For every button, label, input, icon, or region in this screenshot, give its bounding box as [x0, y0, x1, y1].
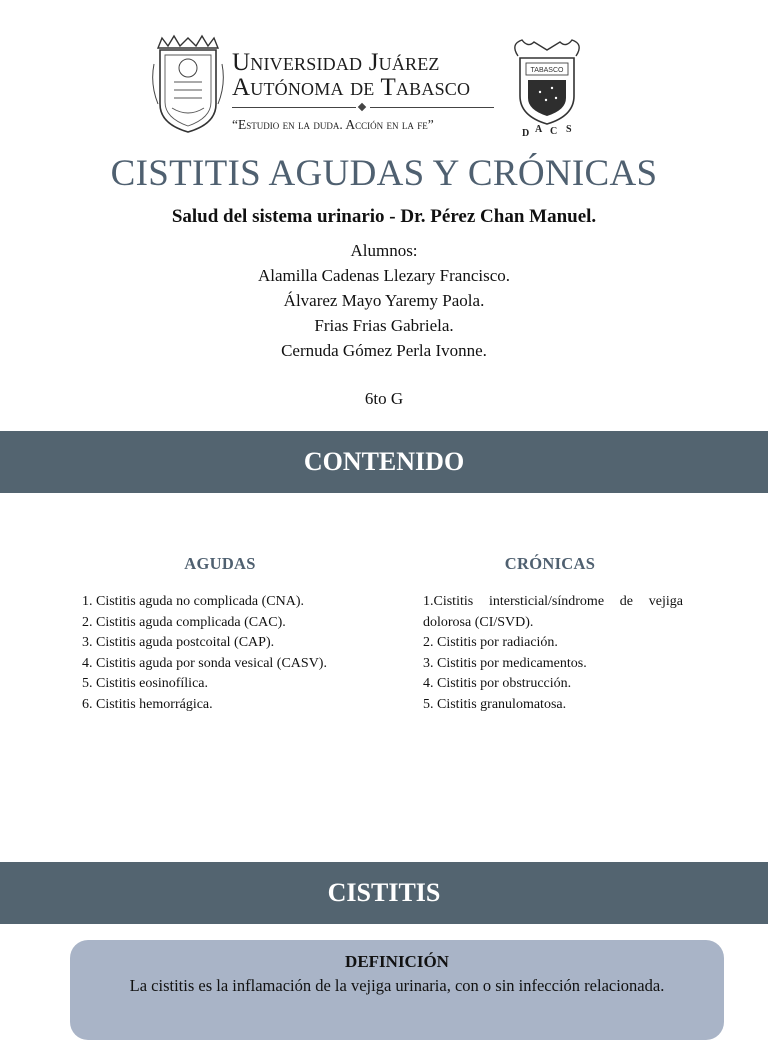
student-name: Álvarez Mayo Yaremy Paola. — [283, 291, 485, 310]
course-subtitle: Salud del sistema urinario - Dr. Pérez Chan Manuel. — [171, 206, 597, 227]
document-header — [0, 28, 768, 144]
students-block — [0, 238, 768, 363]
university-motto: “Estudio en la duda. Acción en la fe” — [232, 117, 434, 132]
student-name: Frias Frias Gabriela. — [314, 316, 454, 335]
acute-list — [82, 592, 382, 716]
student-name: Alamilla Cadenas Llezary Francisco. — [257, 266, 511, 285]
list-item: 3. Cistitis por medicamentos. — [423, 655, 587, 671]
university-seal-left — [152, 34, 224, 134]
list-item: 3. Cistitis aguda postcoital (CAP). — [82, 635, 275, 651]
list-item: 2. Cistitis aguda complicada (CAC). — [82, 614, 286, 630]
definition-box — [70, 940, 724, 1040]
list-item: 1. Cistitis aguda no complicada (CNA). — [82, 594, 305, 609]
list-item: 5. Cistitis granulomatosa. — [423, 696, 567, 712]
chronic-list — [423, 592, 683, 716]
university-name-line2: Autónoma de Tabasco — [232, 74, 471, 101]
seal-letter-s: S — [566, 124, 572, 135]
list-item: 1.Cistitis intersticial/síndrome de vejiga dolorosa (CI/SVD). — [423, 594, 683, 630]
acute-heading: AGUDAS — [184, 554, 256, 573]
group-label: 6to G — [364, 389, 404, 408]
document-title: CISTITIS AGUDAS Y CRÓNICAS — [110, 153, 658, 194]
university-name-line1: Universidad Juárez — [232, 49, 440, 76]
list-item: 4. Cistitis por obstrucción. — [423, 676, 572, 692]
seal-letter-d: D — [522, 128, 530, 139]
ornamental-divider — [232, 103, 494, 113]
definition-heading: DEFINICIÓN — [345, 952, 449, 971]
seal-letter-c: C — [550, 126, 558, 137]
seal-letter-a: A — [535, 124, 543, 135]
chronic-heading: CRÓNICAS — [504, 554, 596, 573]
list-item: 6. Cistitis hemorrágica. — [82, 696, 213, 712]
faculty-seal-right — [508, 36, 586, 140]
university-name-block — [232, 50, 502, 133]
seal-text: TABASCO — [530, 67, 564, 74]
student-name: Cernuda Gómez Perla Ivonne. — [281, 341, 487, 360]
list-item: 5. Cistitis eosinofílica. — [82, 676, 208, 692]
definition-text: La cistitis es la inflamación de la vejiga urinaria, con o sin infección relacionada. — [129, 976, 665, 995]
cystitis-section-band: CISTITIS — [0, 862, 768, 924]
list-item: 2. Cistitis por radiación. — [423, 635, 558, 651]
students-label: Alumnos: — [350, 241, 418, 260]
contents-section-band: CONTENIDO — [0, 431, 768, 493]
list-item: 4. Cistitis aguda por sonda vesical (CASV). — [82, 655, 327, 671]
